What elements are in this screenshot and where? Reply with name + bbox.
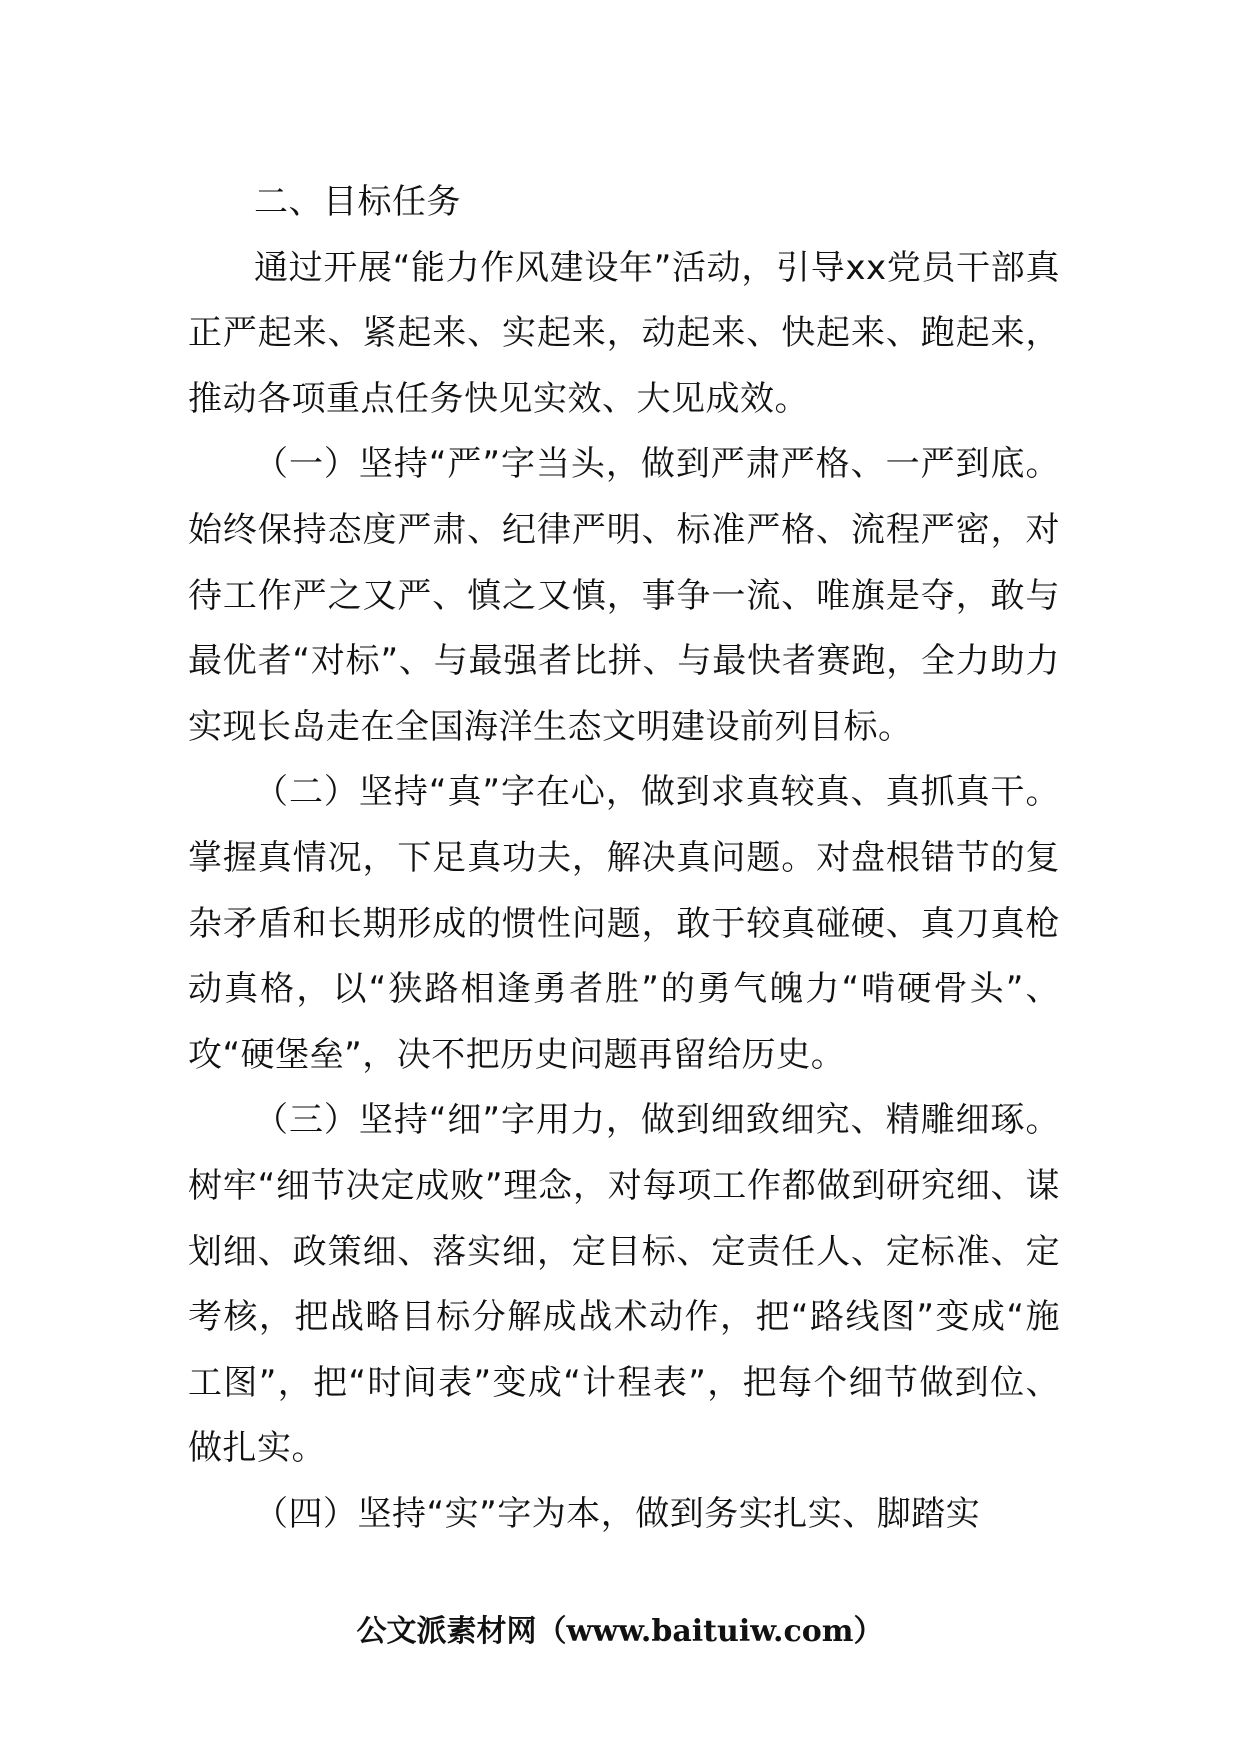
footer-watermark: 公文派素材网（www.baituiw.com） <box>356 1614 884 1649</box>
section-heading: 二、目标任务 <box>254 182 461 222</box>
paragraph-item-1: （一）坚持“严”字当头，做到严肃严格、一严到底。始终保持态度严肃、纪律严明、标准严格、流程严密，对待工作严之又严、慎之又慎，事争一流、唯旗是夺，敢与最优者“对标”、与最强者比拼、与最快者赛跑，全力助力实现长岛走在全国海洋生态文明建设前列目标。 <box>188 444 1060 747</box>
paragraph-item-2: （二）坚持“真”字在心，做到求真较真、真抓真干。掌握真情况，下足真功夫，解决真问题。对盘根错节的复杂矛盾和长期形成的惯性问题，敢于较真碰硬、真刀真枪动真格，以“狭路相逢勇者胜”的勇气魄力“啃硬骨头”、攻“硬堡垒”，决不把历史问题再留给历史。 <box>188 772 1060 1075</box>
document-body <box>188 170 1060 1547</box>
paragraph-item-4: （四）坚持“实”字为本，做到务实扎实、脚踏实 <box>254 1493 981 1534</box>
paragraph-item-3: （三）坚持“细”字用力，做到细致细究、精雕细琢。树牢“细节决定成败”理念，对每项工作都做到研究细、谋划细、政策细、落实细，定目标、定责任人、定标准、定考核，把战略目标分解成战术动作，把“路线图”变成“施工图”，把“时间表”变成“计程表”，把每个细节做到位、做扎实。 <box>188 1100 1060 1469</box>
paragraph-intro: 通过开展“能力作风建设年”活动，引导xx党员干部真正严起来、紧起来、实起来，动起来、快起来、跑起来，推动各项重点任务快见实效、大见成效。 <box>188 247 1060 419</box>
